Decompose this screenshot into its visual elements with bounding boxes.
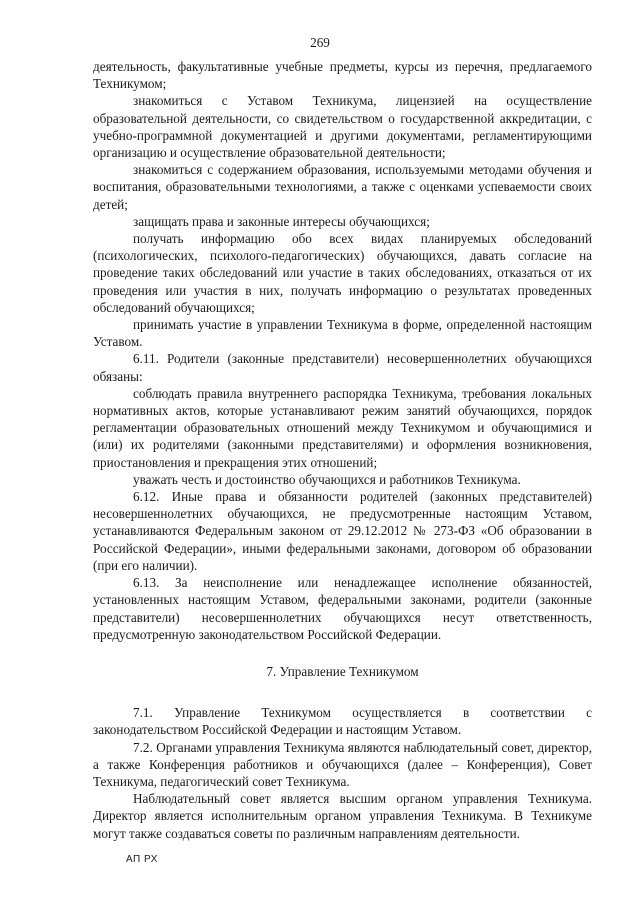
paragraph: принимать участие в управлении Техникума в форме, определенной настоящим Уставом.	[93, 317, 592, 350]
document-body	[93, 58, 592, 842]
footer-stamp: АП РХ	[126, 854, 158, 865]
paragraph: получать информацию обо всех видах планируемых обследований (психологических, психолого-педагогических) обучающихся, давать согласие на проведение таких обследований или участие в таких обследованиях, отказаться от их проведения или участия в них, получать информацию о результатах проведенных обследований обучающихся;	[93, 231, 592, 315]
paragraph: 6.13. За неисполнение или ненадлежащее исполнение обязанностей, установленных настоящим Уставом, федеральными законами, родители (законные представители) несовершеннолетних обучающихся несут ответственность, предусмотренную законодательством Российской Федерации.	[93, 575, 592, 642]
paragraph: 7.1. Управление Техникумом осуществляется в соответствии с законодательством Российской Федерации и настоящим Уставом.	[93, 705, 592, 738]
paragraph: 7.2. Органами управления Техникума являются наблюдательный совет, директор, а также Конференция работников и обучающихся (далее – Конференция), Совет Техникума, педагогический совет Техникума.	[93, 739, 592, 789]
paragraph: деятельность, факультативные учебные предметы, курсы из перечня, предлагаемого Техникумом;	[93, 59, 592, 92]
paragraph: знакомиться с Уставом Техникума, лицензией на осуществление образовательной деятельности, со свидетельством о государственной аккредитации, с учебно-программной документацией и другими документами, регламентирующими организацию и осуществление образовательной деятельности;	[93, 93, 592, 161]
paragraph: 6.11. Родители (законные представители) несовершеннолетних обучающихся обязаны:	[93, 351, 592, 384]
page-number: 269	[310, 35, 330, 50]
paragraph: защищать права и законные интересы обучающихся;	[133, 213, 430, 229]
paragraph: 6.12. Иные права и обязанности родителей (законных представителей) несовершеннолетних обучающихся, не предусмотренные настоящим Уставом, устанавливаются Федеральным законом от 29.12.2012 № 273-ФЗ «Об образовании в Российской Федерации», иными федеральными законами, договором об образовании (при его наличии).	[93, 489, 592, 573]
paragraph: уважать честь и достоинство обучающихся и работников Техникума.	[133, 471, 521, 487]
section-heading: 7. Управление Техникумом	[266, 663, 419, 679]
paragraph: Наблюдательный совет является высшим органом управления Техникума. Директор является исполнительным органом управления Техникума. В Техникуме могут также создаваться советы по различным направлениям деятельности.	[93, 791, 592, 841]
paragraph: соблюдать правила внутреннего распорядка Техникума, требования локальных нормативных актов, которые устанавливают режим занятий обучающихся, порядок регламентации образовательных отношений между Техникумом и обучающимися и (или) их родителями (законными представителями) и оформления возникновения, приостановления и прекращения этих отношений;	[93, 385, 592, 470]
paragraph: знакомиться с содержанием образования, используемыми методами обучения и воспитания, образовательными технологиями, а также с оценками успеваемости своих детей;	[93, 162, 592, 212]
